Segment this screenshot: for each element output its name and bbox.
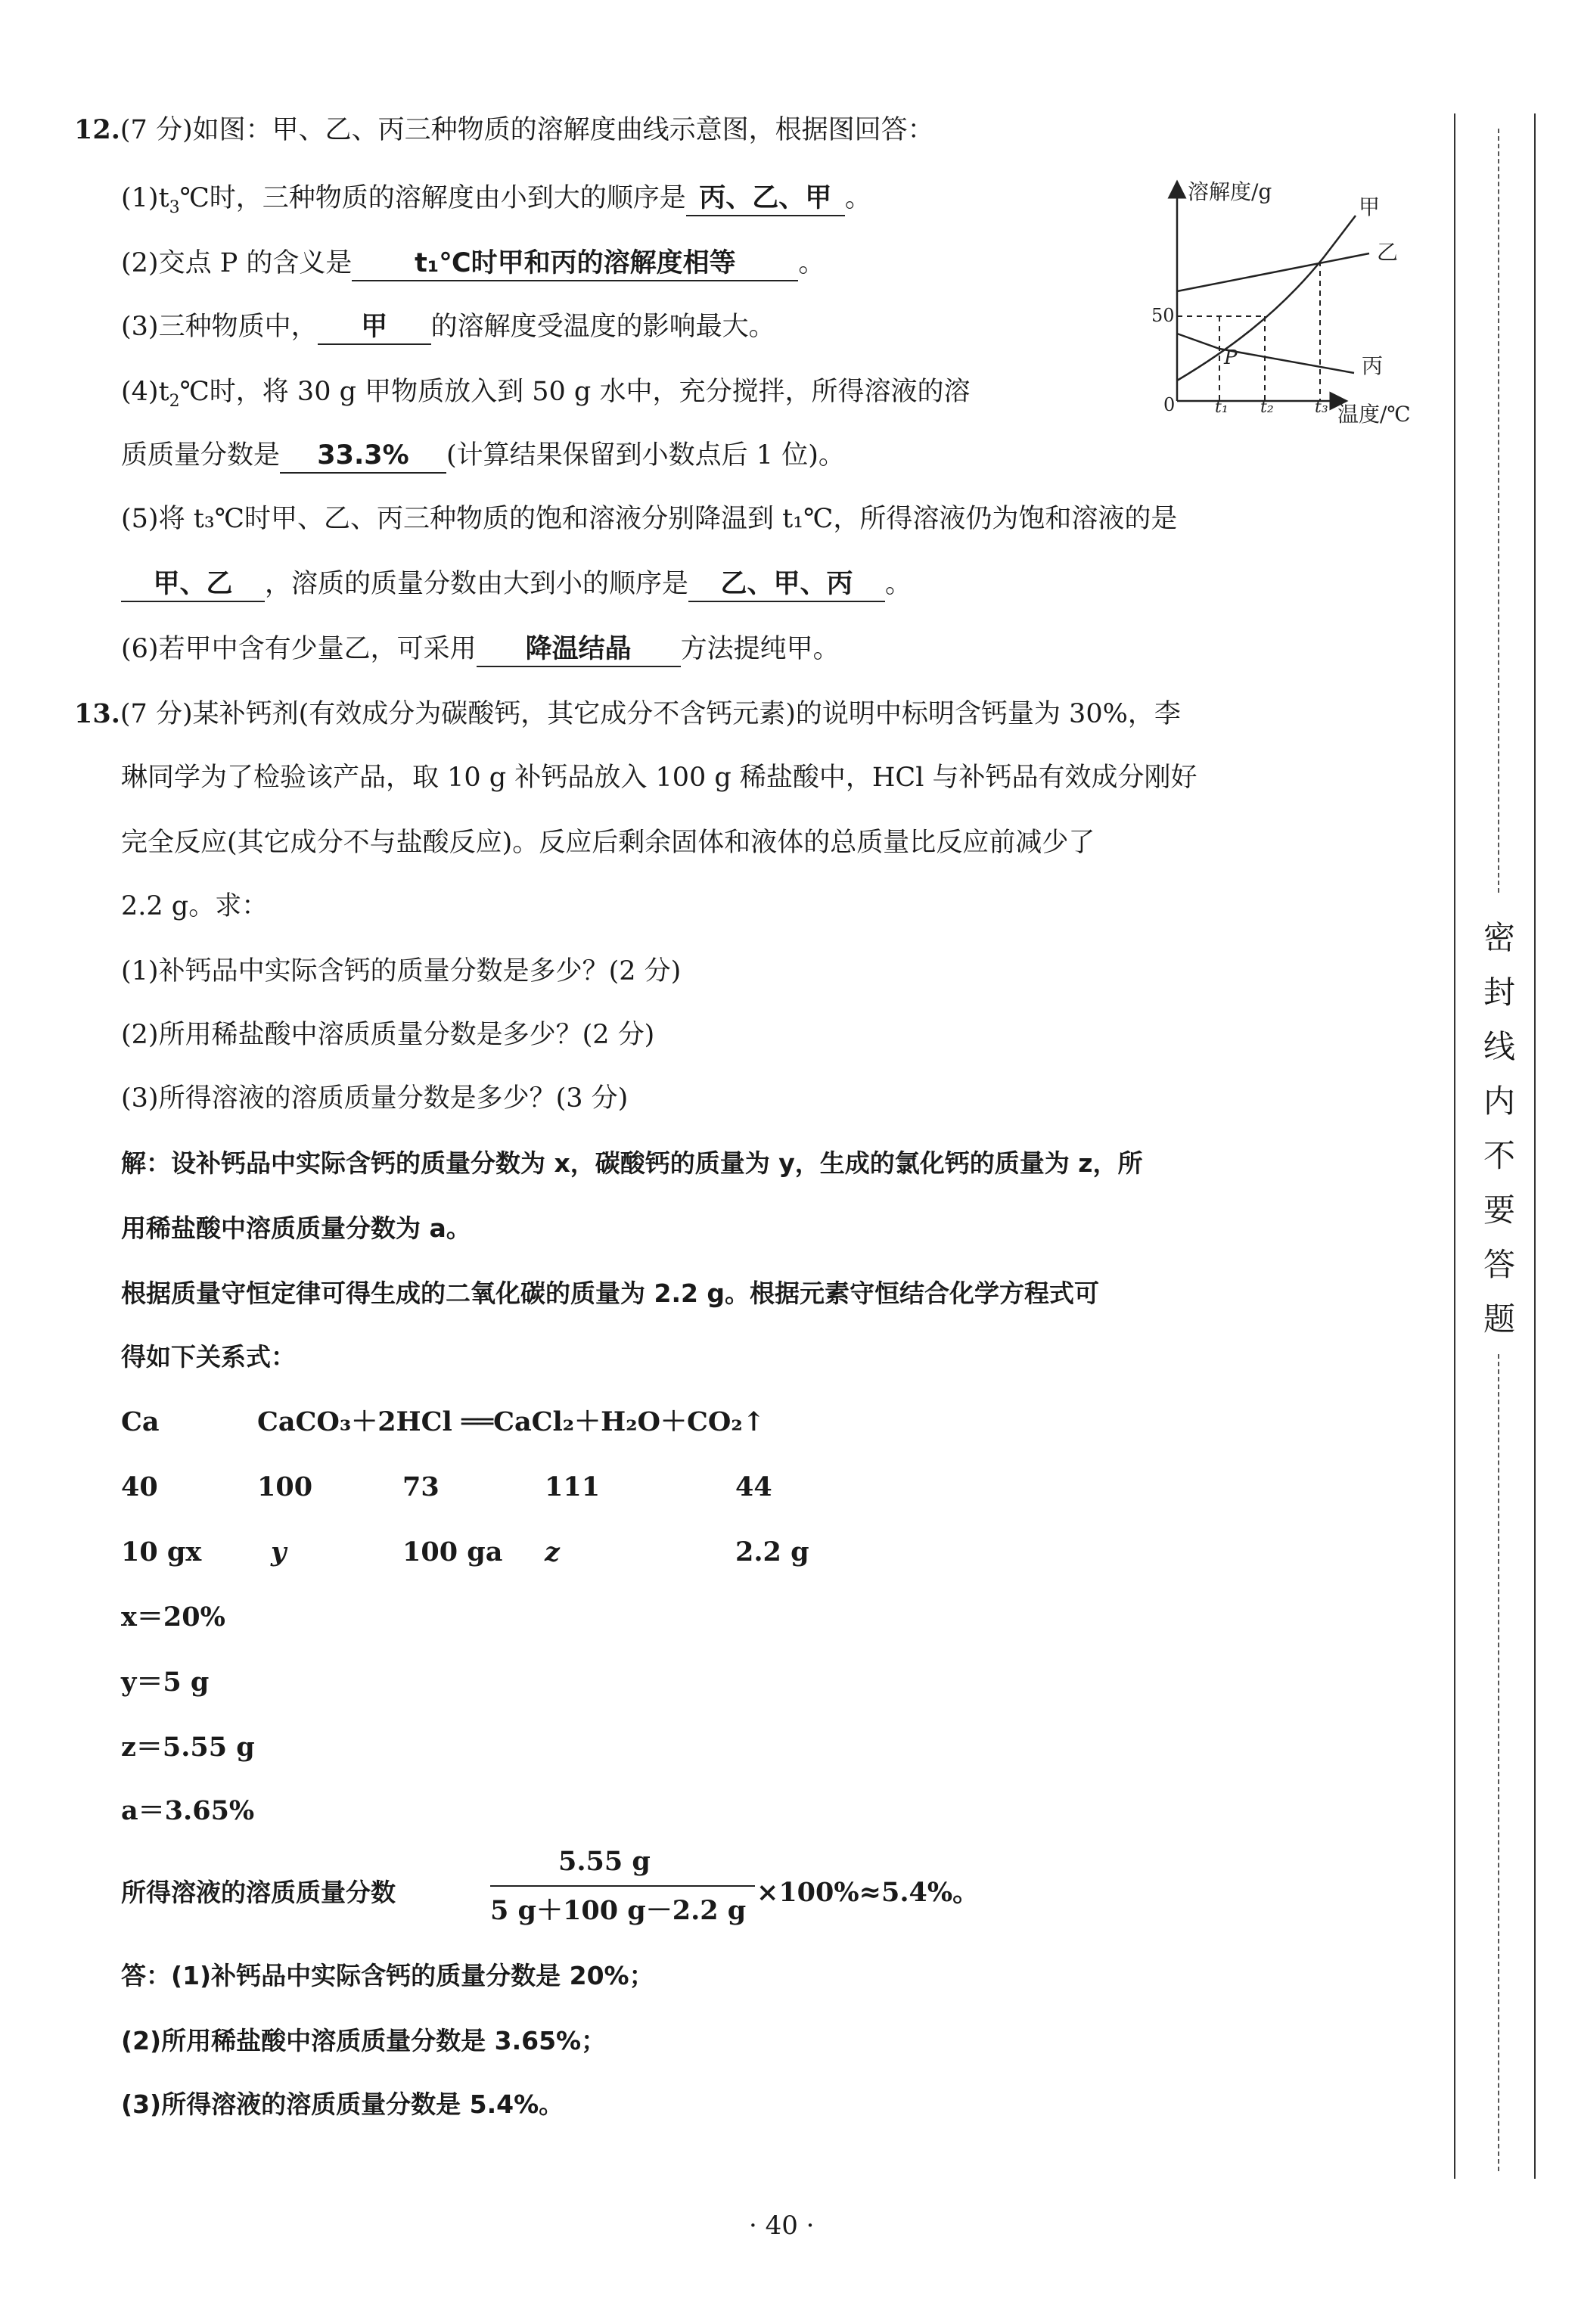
seal-char: 密 (1483, 919, 1515, 956)
q13-sub1: (1)补钙品中实际含钙的质量分数是多少？(2 分) (121, 956, 682, 986)
q12-sub1-prefix: (1)t (121, 183, 169, 213)
seal-char: 线 (1483, 1028, 1515, 1065)
q12-sub4-answer: 33.3% (280, 439, 446, 474)
q12-sub6-end: 方法提纯甲。 (680, 634, 840, 664)
q12-stem-text: (7 分)如图：甲、乙、丙三种物质的溶解度曲线示意图，根据图回答： (120, 115, 934, 145)
x-tick-t2: t₂ (1260, 398, 1274, 417)
q12-sub5-answer2: 乙、甲、丙 (688, 567, 885, 602)
q12-sub1-subscript: 3 (169, 198, 180, 217)
q12-sub4-end: (计算结果保留到小数点后 1 位)。 (446, 440, 845, 471)
mass-ca: 10 gx (121, 1536, 202, 1567)
answer-1: 答：(1)补钙品中实际含钙的质量分数是 20%； (121, 1961, 654, 1990)
curve-bing-label: 丙 (1362, 353, 1384, 378)
q12-sub2-answer: t₁℃时甲和丙的溶解度相等 (352, 247, 798, 281)
solubility-chart (1135, 170, 1430, 450)
mass-row (121, 1536, 878, 1569)
mm-hcl: 73 (402, 1471, 440, 1502)
q12-sub6-text: (6)若甲中含有少量乙，可采用 (121, 634, 477, 664)
curve-jia (1177, 216, 1356, 381)
q13-solution-3: 根据质量守恒定律可得生成的二氧化碳的质量为 2.2 g。根据元素守恒结合化学方程式可 (121, 1279, 1100, 1308)
fraction-numerator: 5.55 g (558, 1846, 651, 1877)
q12-number: 12. (74, 114, 120, 145)
q12-sub5 (121, 502, 1177, 536)
q13-line1 (74, 698, 1181, 731)
q12-sub4 (121, 375, 970, 418)
fraction-bar (490, 1885, 755, 1887)
q12-sub4-subscript: 2 (169, 392, 180, 411)
fraction-suffix: ×100%≈5.4%。 (756, 1877, 980, 1908)
equation-row (121, 1406, 878, 1439)
seal-dashed-top (1498, 129, 1499, 893)
q12-sub3-text: (3)三种物质中， (121, 312, 318, 342)
q12-sub6-answer: 降温结晶 (477, 632, 681, 667)
mass-cacl2: z (545, 1536, 560, 1567)
answer-2: (2)所用稀盐酸中溶质质量分数是 3.65%； (121, 2026, 607, 2055)
seal-char: 答 (1483, 1246, 1515, 1283)
x-tick-t1: t₁ (1215, 398, 1229, 417)
mass-co2: 2.2 g (735, 1536, 809, 1567)
result-a: a＝3.65% (121, 1795, 255, 1826)
q12-sub5-cont (121, 567, 912, 602)
seal-text (1477, 915, 1522, 1351)
q12-sub1 (121, 182, 871, 225)
seal-char: 要 (1483, 1192, 1515, 1229)
q13-line3: 完全反应(其它成分不与盐酸反应)。反应后剩余固体和液体的总质量比反应前减少了 (121, 828, 1095, 858)
mass-caco3: y (271, 1536, 287, 1567)
origin-label: 0 (1163, 394, 1176, 415)
x-tick-t3: t₃ (1315, 398, 1328, 417)
q12-sub4-cont (121, 439, 845, 474)
seal-char: 题 (1483, 1300, 1515, 1338)
mm-cacl2: 111 (545, 1471, 601, 1502)
q12-sub1-answer: 丙、乙、甲 (686, 182, 845, 216)
mass-hcl: 100 ga (402, 1536, 503, 1567)
q12-sub1-text: ℃时，三种物质的溶解度由小到大的顺序是 (179, 183, 686, 213)
q13-solution-1: 解：设补钙品中实际含钙的质量分数为 x，碳酸钙的质量为 y，生成的氯化钙的质量为 z，所 (121, 1148, 1143, 1178)
curve-yi (1177, 253, 1369, 291)
q12-sub5-end: 。 (885, 569, 912, 599)
q12-sub2 (121, 247, 825, 281)
fraction-prefix: 所得溶液的溶质质量分数 (121, 1878, 396, 1907)
q13-solution-2: 用稀盐酸中溶质质量分数为 a。 (121, 1213, 471, 1243)
fraction-denominator: 5 g＋100 g－2.2 g (490, 1895, 747, 1926)
y-axis-label: 溶解度/g (1188, 179, 1272, 204)
q13-sub3: (3)所得溶液的溶质质量分数是多少？(3 分) (121, 1083, 629, 1114)
q12-sub5-answer1: 甲、乙 (121, 567, 265, 602)
answer-3: (3)所得溶液的溶质质量分数是 5.4%。 (121, 2089, 564, 2119)
q13-stem-1: (7 分)某补钙剂(有效成分为碳酸钙，其它成分不含钙元素)的说明中标明含钙量为 30%，李 (120, 699, 1181, 729)
molar-mass-row (121, 1471, 878, 1504)
seal-char: 不 (1483, 1137, 1515, 1174)
q13-line2: 琳同学为了检验该产品，取 10 g 补钙品放入 100 g 稀盐酸中，HCl 与补钙品有效成分刚好 (121, 763, 1197, 793)
seal-char: 封 (1483, 974, 1515, 1011)
q12-sub3-end: 的溶解度受温度的影响最大。 (430, 312, 775, 342)
point-p-label: P (1224, 346, 1238, 369)
eq-ca: Ca (121, 1406, 160, 1437)
q12-sub4-text2: 质质量分数是 (121, 440, 281, 471)
q13-number: 13. (74, 698, 120, 729)
curve-yi-label: 乙 (1377, 240, 1399, 265)
seal-dashed-bottom (1498, 1354, 1499, 2171)
q12-sub4-text: ℃时，将 30 g 甲物质放入到 50 g 水中，充分搅拌，所得溶液的溶 (179, 377, 971, 407)
q12-sub3 (121, 310, 775, 345)
mm-caco3: 100 (257, 1471, 313, 1502)
eq-reaction: CaCO₃＋2HCl ══CaCl₂＋H₂O＋CO₂↑ (257, 1406, 766, 1437)
q12-sub6 (121, 632, 840, 667)
result-z: z＝5.55 g (121, 1732, 255, 1763)
seal-line-left (1454, 113, 1455, 2179)
q12-sub4-prefix: (4)t (121, 377, 169, 407)
x-axis-label: 温度/℃ (1337, 402, 1411, 427)
result-y: y＝5 g (121, 1667, 210, 1698)
y-tick-50: 50 (1151, 305, 1175, 326)
seal-line-right (1534, 113, 1536, 2179)
page-number: · 40 · (749, 2211, 815, 2241)
q13-sub2: (2)所用稀盐酸中溶质质量分数是多少？(2 分) (121, 1020, 655, 1050)
fraction (490, 1846, 763, 1929)
q12-sub1-end: 。 (844, 183, 871, 213)
q13-solution-4: 得如下关系式： (121, 1342, 296, 1372)
seal-char: 内 (1483, 1083, 1515, 1120)
q12-sub2-text: (2)交点 P 的含义是 (121, 248, 353, 278)
mm-ca: 40 (121, 1471, 158, 1502)
result-x: x＝20% (121, 1602, 225, 1633)
q12-sub5-text2: ，溶质的质量分数由大到小的顺序是 (265, 569, 689, 599)
q13-line4: 2.2 g。求： (121, 891, 269, 921)
mm-co2: 44 (735, 1471, 772, 1502)
q12-sub2-end: 。 (798, 248, 825, 278)
q12-stem (74, 113, 934, 147)
q12-sub3-answer: 甲 (318, 310, 431, 345)
q12-sub5-text: (5)将 t₃℃时甲、乙、丙三种物质的饱和溶液分别降温到 t₁℃，所得溶液仍为饱和溶液的是 (121, 504, 1178, 534)
curve-jia-label: 甲 (1359, 194, 1381, 219)
